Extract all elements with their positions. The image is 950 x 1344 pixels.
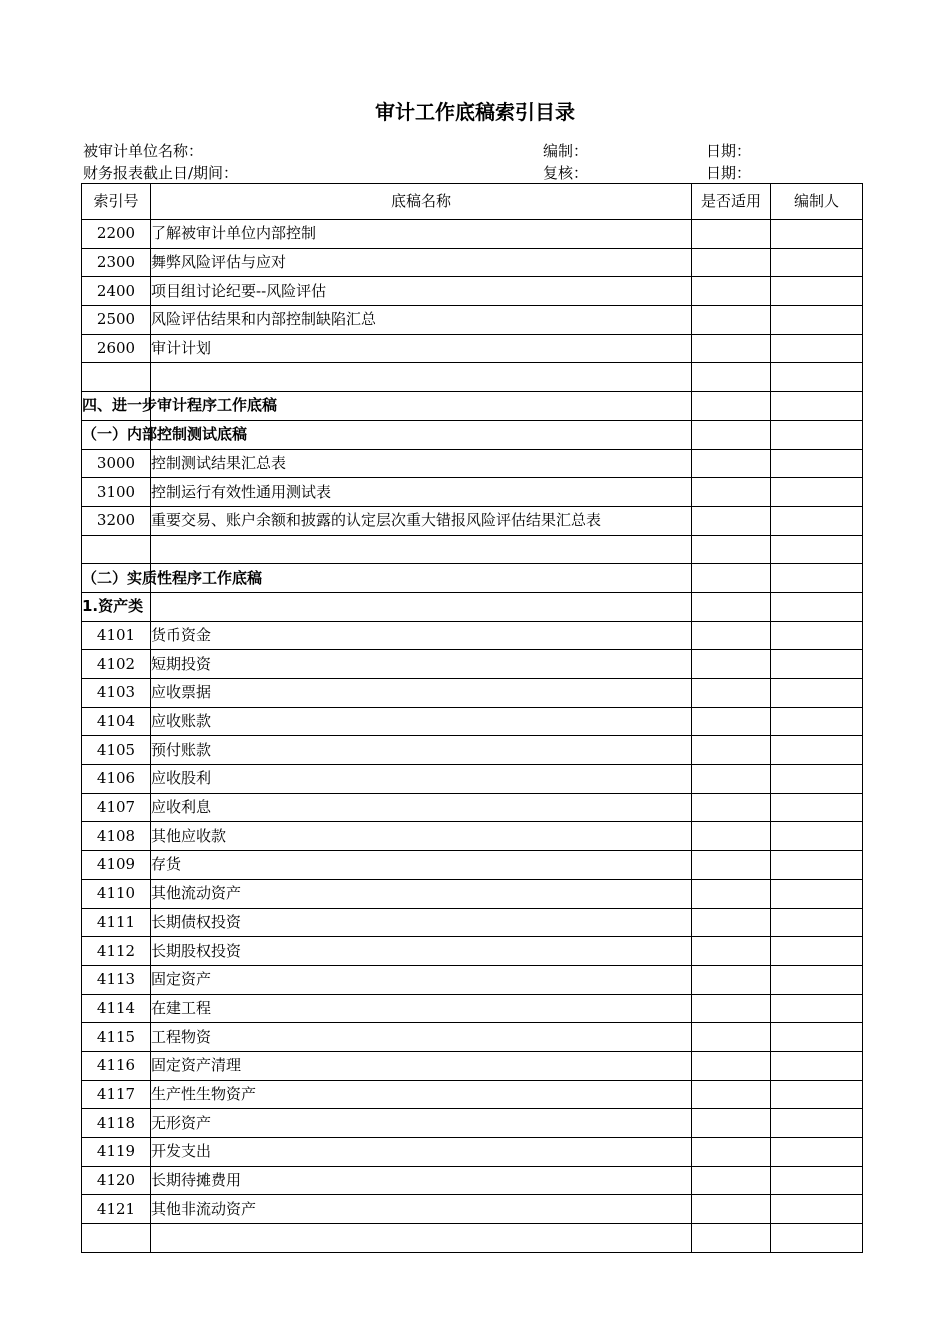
index-cell: 4111 <box>82 908 151 937</box>
name-cell: 生产性生物资产 <box>151 1080 692 1109</box>
entity-name-label: 被审计单位名称： <box>83 142 204 160</box>
table-row <box>82 1080 863 1109</box>
applicable-cell[interactable] <box>692 449 771 478</box>
preparer-cell[interactable] <box>771 363 863 392</box>
preparer-cell[interactable] <box>771 1195 863 1224</box>
name-cell: 控制运行有效性通用测试表 <box>151 478 692 507</box>
applicable-cell[interactable] <box>692 363 771 392</box>
applicable-cell[interactable] <box>692 1080 771 1109</box>
applicable-cell[interactable] <box>692 650 771 679</box>
index-cell: 2300 <box>82 248 151 277</box>
table-row <box>82 1023 863 1052</box>
table-row <box>82 621 863 650</box>
table-row <box>82 1195 863 1224</box>
workpaper-index-table <box>81 183 863 1253</box>
table-row <box>82 420 863 449</box>
table-row <box>82 363 863 392</box>
table-row <box>82 679 863 708</box>
index-cell: 4118 <box>82 1109 151 1138</box>
applicable-cell[interactable] <box>692 908 771 937</box>
preparer-cell[interactable] <box>771 822 863 851</box>
preparer-cell[interactable] <box>771 679 863 708</box>
preparer-cell[interactable] <box>771 1109 863 1138</box>
table-row <box>82 564 863 593</box>
applicable-cell[interactable] <box>692 707 771 736</box>
preparer-cell[interactable] <box>771 248 863 277</box>
index-cell: 4106 <box>82 765 151 794</box>
index-cell <box>82 363 151 392</box>
preparer-cell[interactable] <box>771 564 863 593</box>
name-cell: 应收股利 <box>151 765 692 794</box>
name-cell: 长期股权投资 <box>151 937 692 966</box>
preparer-cell[interactable] <box>771 220 863 249</box>
applicable-cell[interactable] <box>692 1224 771 1253</box>
preparer-cell[interactable] <box>771 306 863 335</box>
name-cell: 了解被审计单位内部控制 <box>151 220 692 249</box>
preparer-cell[interactable] <box>771 1080 863 1109</box>
name-cell <box>151 1224 692 1253</box>
preparer-cell[interactable] <box>771 535 863 564</box>
table-row <box>82 449 863 478</box>
index-cell: 4112 <box>82 937 151 966</box>
applicable-cell[interactable] <box>692 306 771 335</box>
table-row <box>82 392 863 421</box>
name-cell: 开发支出 <box>151 1138 692 1167</box>
section-heading-cell: （二）实质性程序工作底稿 <box>82 564 151 593</box>
applicable-cell[interactable] <box>692 765 771 794</box>
prepared-by-label: 编制： <box>543 142 589 160</box>
preparer-cell[interactable] <box>771 420 863 449</box>
name-cell: 风险评估结果和内部控制缺陷汇总 <box>151 306 692 335</box>
index-cell <box>82 1224 151 1253</box>
table-row <box>82 736 863 765</box>
applicable-cell[interactable] <box>692 592 771 621</box>
applicable-cell[interactable] <box>692 277 771 306</box>
table-row <box>82 765 863 794</box>
preparer-cell[interactable] <box>771 879 863 908</box>
name-cell: 固定资产清理 <box>151 1051 692 1080</box>
applicable-cell[interactable] <box>692 994 771 1023</box>
applicable-cell[interactable] <box>692 736 771 765</box>
preparer-cell[interactable] <box>771 1051 863 1080</box>
applicable-cell[interactable] <box>692 420 771 449</box>
table-row <box>82 879 863 908</box>
name-cell: 无形资产 <box>151 1109 692 1138</box>
applicable-cell[interactable] <box>692 248 771 277</box>
table-row <box>82 707 863 736</box>
index-cell: 4102 <box>82 650 151 679</box>
name-cell: 长期待摊费用 <box>151 1166 692 1195</box>
applicable-cell[interactable] <box>692 965 771 994</box>
table-row <box>82 1051 863 1080</box>
applicable-cell[interactable] <box>692 793 771 822</box>
index-cell: 4114 <box>82 994 151 1023</box>
applicable-cell[interactable] <box>692 937 771 966</box>
index-cell: 4119 <box>82 1138 151 1167</box>
preparer-cell[interactable] <box>771 736 863 765</box>
preparer-cell[interactable] <box>771 621 863 650</box>
name-cell: 短期投资 <box>151 650 692 679</box>
table-row <box>82 908 863 937</box>
applicable-cell[interactable] <box>692 679 771 708</box>
preparer-cell[interactable] <box>771 707 863 736</box>
preparer-cell[interactable] <box>771 478 863 507</box>
table-row <box>82 650 863 679</box>
applicable-cell[interactable] <box>692 822 771 851</box>
header-index: 索引号 <box>82 184 151 220</box>
index-cell: 2400 <box>82 277 151 306</box>
period-label: 财务报表截止日/期间： <box>83 164 239 182</box>
name-cell: 控制测试结果汇总表 <box>151 449 692 478</box>
table-row <box>82 306 863 335</box>
index-cell: 4105 <box>82 736 151 765</box>
index-cell: 4101 <box>82 621 151 650</box>
name-cell: 项目组讨论纪要--风险评估 <box>151 277 692 306</box>
preparer-cell[interactable] <box>771 449 863 478</box>
table-row <box>82 220 863 249</box>
preparer-cell[interactable] <box>771 965 863 994</box>
preparer-cell[interactable] <box>771 334 863 363</box>
index-cell: 2200 <box>82 220 151 249</box>
table-row <box>82 851 863 880</box>
index-cell: 4107 <box>82 793 151 822</box>
table-row <box>82 248 863 277</box>
index-cell: 4109 <box>82 851 151 880</box>
name-cell: 其他非流动资产 <box>151 1195 692 1224</box>
name-cell: 其他应收款 <box>151 822 692 851</box>
preparer-cell[interactable] <box>771 1138 863 1167</box>
index-cell: 4103 <box>82 679 151 708</box>
name-cell <box>151 363 692 392</box>
table-row <box>82 994 863 1023</box>
applicable-cell[interactable] <box>692 621 771 650</box>
preparer-cell[interactable] <box>771 994 863 1023</box>
index-cell: 2600 <box>82 334 151 363</box>
index-cell: 4113 <box>82 965 151 994</box>
table-row <box>82 277 863 306</box>
preparer-cell[interactable] <box>771 908 863 937</box>
applicable-cell[interactable] <box>692 851 771 880</box>
name-cell: 工程物资 <box>151 1023 692 1052</box>
name-cell: 存货 <box>151 851 692 880</box>
index-cell: 4121 <box>82 1195 151 1224</box>
applicable-cell[interactable] <box>692 334 771 363</box>
table-row <box>82 1224 863 1253</box>
table-row <box>82 592 863 621</box>
table-row <box>82 334 863 363</box>
applicable-cell[interactable] <box>692 564 771 593</box>
applicable-cell[interactable] <box>692 478 771 507</box>
preparer-cell[interactable] <box>771 937 863 966</box>
preparer-cell[interactable] <box>771 1224 863 1253</box>
preparer-cell[interactable] <box>771 1166 863 1195</box>
preparer-cell[interactable] <box>771 765 863 794</box>
index-cell: 4104 <box>82 707 151 736</box>
index-cell <box>82 535 151 564</box>
preparer-cell[interactable] <box>771 592 863 621</box>
name-cell <box>151 535 692 564</box>
index-cell: 3100 <box>82 478 151 507</box>
name-cell: 在建工程 <box>151 994 692 1023</box>
name-cell: 其他流动资产 <box>151 879 692 908</box>
index-cell: 4108 <box>82 822 151 851</box>
table-row <box>82 965 863 994</box>
reviewed-by-label: 复核： <box>543 164 589 182</box>
table-row <box>82 506 863 535</box>
preparer-cell[interactable] <box>771 392 863 421</box>
prepared-date-label: 日期： <box>706 142 752 160</box>
name-cell: 应收利息 <box>151 793 692 822</box>
page-title: 审计工作底稿索引目录 <box>375 100 575 124</box>
preparer-cell[interactable] <box>771 851 863 880</box>
header-preparer: 编制人 <box>771 184 863 220</box>
section-heading-cell: 1.资产类 <box>82 592 151 621</box>
index-cell: 4110 <box>82 879 151 908</box>
applicable-cell[interactable] <box>692 1166 771 1195</box>
preparer-cell[interactable] <box>771 650 863 679</box>
preparer-cell[interactable] <box>771 793 863 822</box>
name-cell: 长期债权投资 <box>151 908 692 937</box>
table-row <box>82 822 863 851</box>
index-cell: 3000 <box>82 449 151 478</box>
table-row <box>82 1166 863 1195</box>
name-cell: 审计计划 <box>151 334 692 363</box>
section-heading-cell: （一）内部控制测试底稿 <box>82 420 151 449</box>
applicable-cell[interactable] <box>692 220 771 249</box>
name-cell: 舞弊风险评估与应对 <box>151 248 692 277</box>
name-cell <box>151 592 692 621</box>
index-cell: 3200 <box>82 506 151 535</box>
applicable-cell[interactable] <box>692 392 771 421</box>
preparer-cell[interactable] <box>771 506 863 535</box>
name-cell: 预付账款 <box>151 736 692 765</box>
preparer-cell[interactable] <box>771 1023 863 1052</box>
reviewed-date-label: 日期： <box>706 164 752 182</box>
applicable-cell[interactable] <box>692 879 771 908</box>
section-heading-cell: 四、进一步审计程序工作底稿 <box>82 392 151 421</box>
table-row <box>82 1109 863 1138</box>
index-cell: 4115 <box>82 1023 151 1052</box>
table-row <box>82 793 863 822</box>
applicable-cell[interactable] <box>692 1138 771 1167</box>
applicable-cell[interactable] <box>692 1195 771 1224</box>
name-cell: 重要交易、账户余额和披露的认定层次重大错报风险评估结果汇总表 <box>151 506 692 535</box>
index-cell: 4116 <box>82 1051 151 1080</box>
applicable-cell[interactable] <box>692 1051 771 1080</box>
table-row <box>82 535 863 564</box>
name-cell: 货币资金 <box>151 621 692 650</box>
index-cell: 4117 <box>82 1080 151 1109</box>
table-header-row <box>82 184 863 220</box>
preparer-cell[interactable] <box>771 277 863 306</box>
name-cell: 应收账款 <box>151 707 692 736</box>
applicable-cell[interactable] <box>692 1109 771 1138</box>
header-applicable: 是否适用 <box>692 184 771 220</box>
table-row <box>82 1138 863 1167</box>
name-cell: 固定资产 <box>151 965 692 994</box>
index-cell: 4120 <box>82 1166 151 1195</box>
index-cell: 2500 <box>82 306 151 335</box>
table-row <box>82 937 863 966</box>
applicable-cell[interactable] <box>692 506 771 535</box>
applicable-cell[interactable] <box>692 535 771 564</box>
header-name: 底稿名称 <box>151 184 692 220</box>
name-cell: 应收票据 <box>151 679 692 708</box>
table-row <box>82 478 863 507</box>
applicable-cell[interactable] <box>692 1023 771 1052</box>
